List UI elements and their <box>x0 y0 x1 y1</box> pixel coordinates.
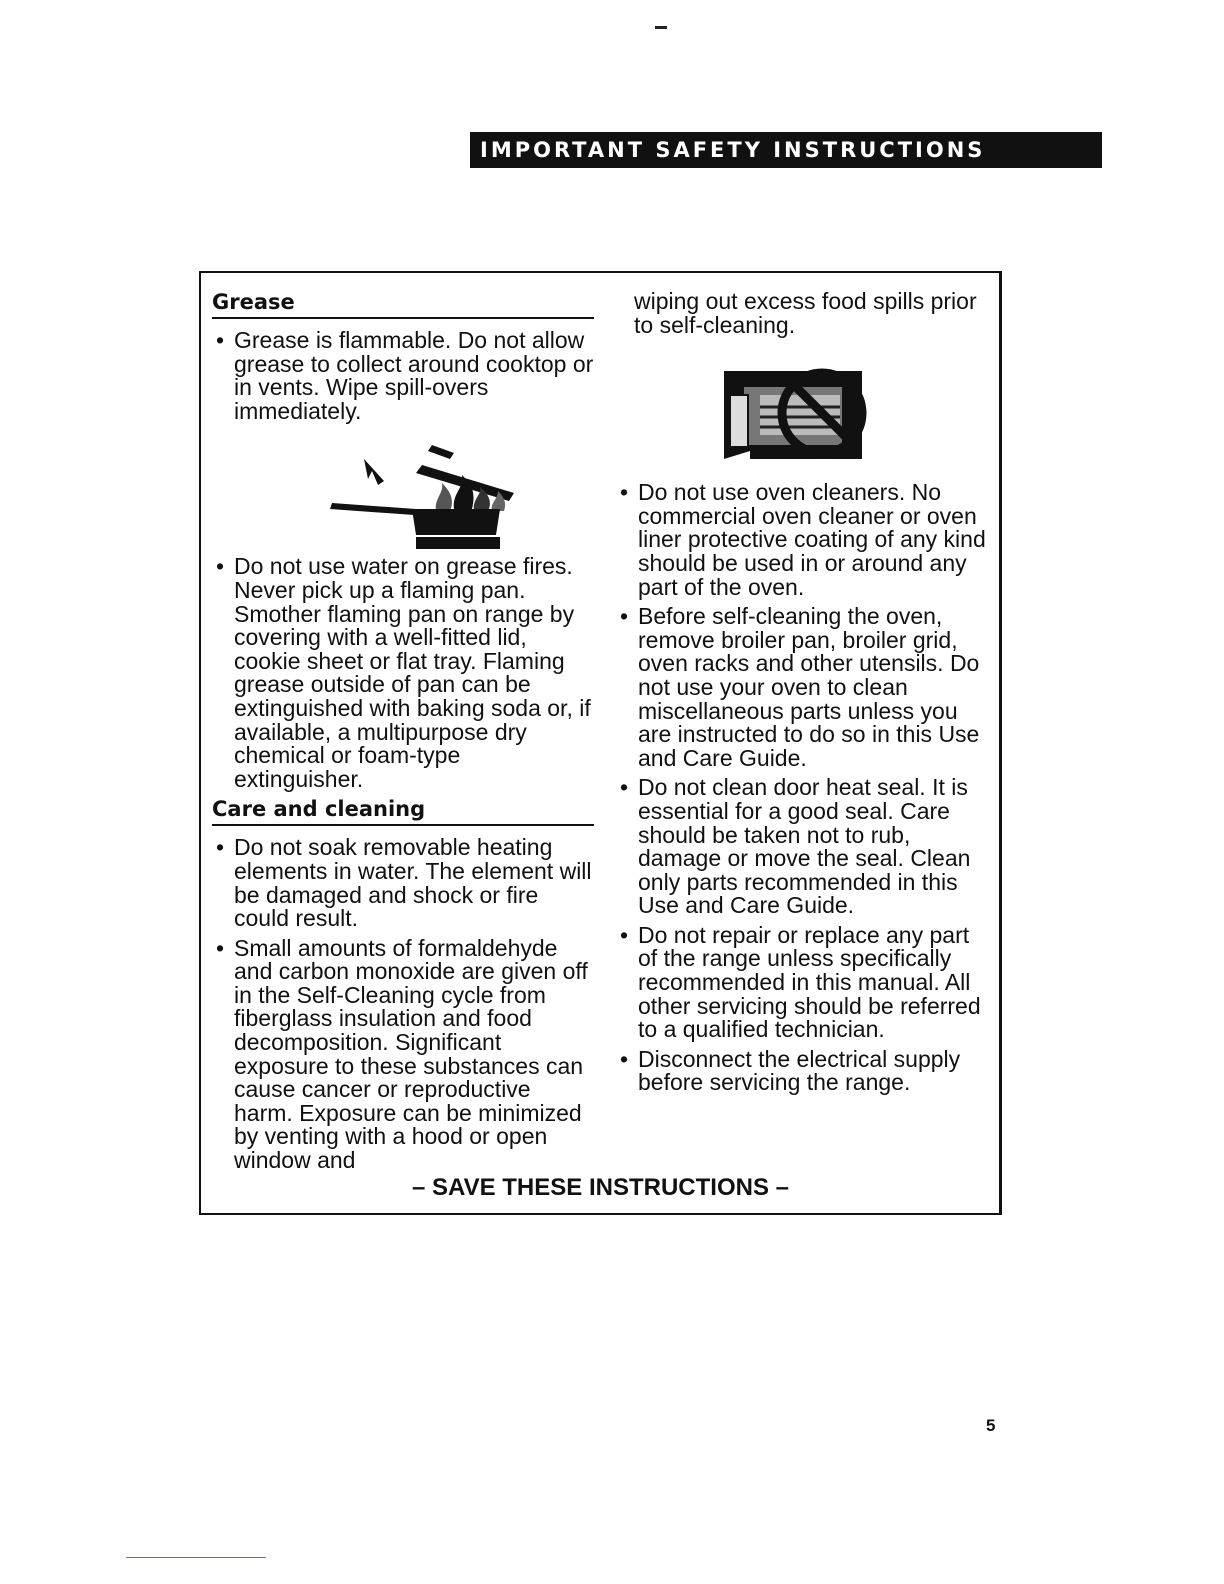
header-title: IMPORTANT SAFETY INSTRUCTIONS <box>480 138 986 162</box>
left-column <box>212 290 594 1179</box>
list-item: • Before self-cleaning the oven, remove broiler pan, broiler grid, oven racks and other utensils. Do not use your oven to clean miscellaneous parts unless you are instructed to do so in this Use and Care Guide. <box>616 605 990 770</box>
list-item: • Do not soak removable heating elements in water. The element will be damaged and shock or fire could result. <box>212 836 594 930</box>
list-item: • Small amounts of formaldehyde and carbon monoxide are given off in the Self-Cleaning cycle from fiberglass insulation and food decomposition. Significant exposure to these substances can cause cancer or reproductive harm. Exposure can be minimized by venting with a hood or open window and <box>212 937 594 1173</box>
care-list <box>212 836 594 1172</box>
no-oven-cleaner-icon <box>720 355 870 467</box>
save-instructions-banner: – SAVE THESE INSTRUCTIONS – <box>412 1174 789 1201</box>
list-item: • Do not use water on grease fires. Never pick up a flaming pan. Smother flaming pan on range by covering with a well-fitted lid, cookie sheet or flat tray. Flaming grease outside of pan can be extinguished with baking soda or, if available, a multipurpose dry chemical or foam-type extinguisher. <box>212 555 594 791</box>
grease-heading: Grease <box>212 290 594 319</box>
flaming-pan-with-lid-icon <box>304 431 544 549</box>
list-item: • Do not repair or replace any part of the range unless specifically recommended in this manual. All other servicing should be referred to a qualified technician. <box>616 924 990 1042</box>
page-header <box>470 132 1102 168</box>
care-heading: Care and cleaning <box>212 797 594 826</box>
right-column <box>616 290 990 1101</box>
list-item: • Grease is flammable. Do not allow grease to collect around cooktop or in vents. Wipe spill-overs immediately. <box>212 329 594 423</box>
grease-list <box>212 329 594 423</box>
footer-rule <box>126 1557 266 1558</box>
page-number: 5 <box>986 1416 996 1435</box>
continued-text: wiping out excess food spills prior to self-cleaning. <box>634 288 977 338</box>
list-item: • Do not use oven cleaners. No commercial oven cleaner or oven liner protective coating of any kind should be used in or around any part of the oven. <box>616 481 990 599</box>
oven-care-list <box>616 481 990 1095</box>
list-item: • Disconnect the electrical supply before servicing the range. <box>616 1048 990 1095</box>
list-item: • Do not clean door heat seal. It is essential for a good seal. Care should be taken not to rub, damage or move the seal. Clean only parts recommended in this Use and Care Guide. <box>616 776 990 918</box>
scan-mark <box>655 26 667 29</box>
